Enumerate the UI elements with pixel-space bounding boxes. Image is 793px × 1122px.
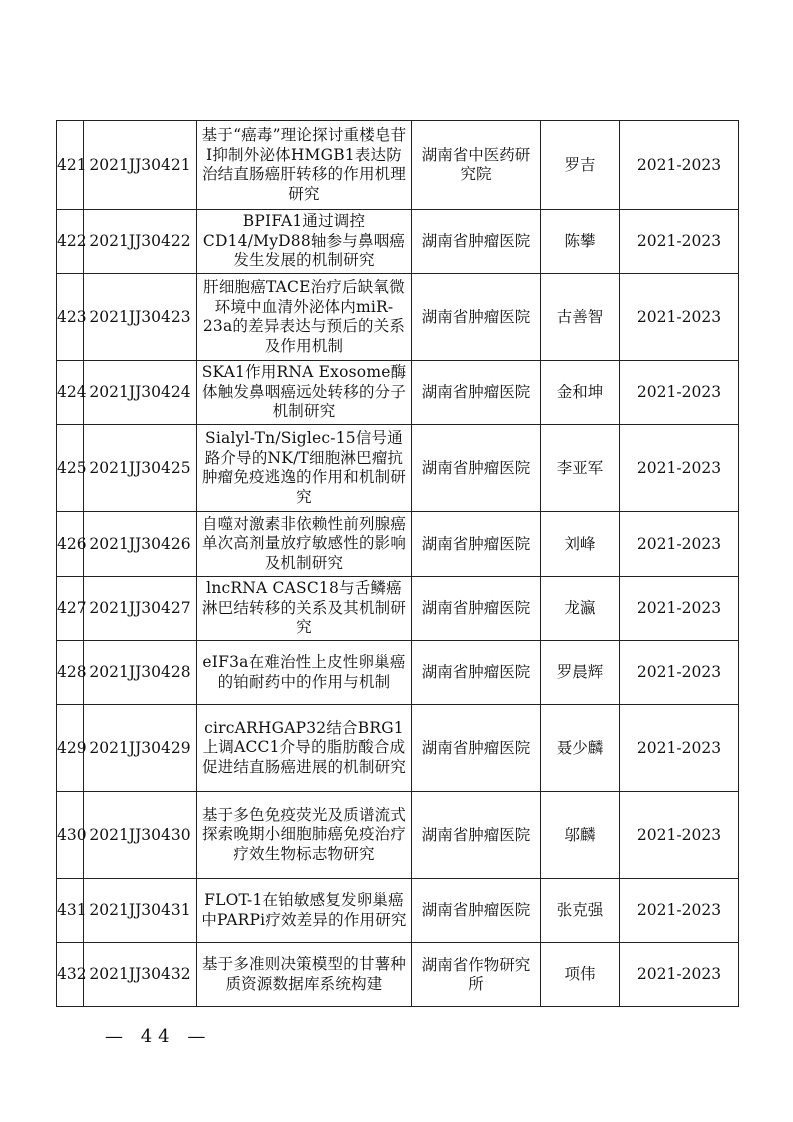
project-code: 2021JJ30423 — [84, 274, 197, 361]
row-index: 429 — [57, 705, 84, 792]
institution: 湖南省肿瘤医院 — [412, 210, 541, 274]
institution: 湖南省肿瘤医院 — [412, 512, 541, 577]
table-row — [57, 361, 739, 425]
row-index: 426 — [57, 512, 84, 577]
institution: 湖南省中医药研究院 — [412, 121, 541, 210]
project-period: 2021-2023 — [620, 943, 739, 1007]
table-row — [57, 425, 739, 512]
project-period: 2021-2023 — [620, 121, 739, 210]
principal-investigator: 项伟 — [541, 943, 620, 1007]
institution: 湖南省肿瘤医院 — [412, 641, 541, 705]
institution: 湖南省肿瘤医院 — [412, 879, 541, 943]
row-index: 424 — [57, 361, 84, 425]
project-title: circARHGAP32结合BRG1上调ACC1介导的脂肪酸合成促进结直肠癌进展的机制研究 — [197, 705, 412, 792]
institution: 湖南省肿瘤医院 — [412, 361, 541, 425]
principal-investigator: 刘峰 — [541, 512, 620, 577]
project-code: 2021JJ30430 — [84, 792, 197, 879]
institution: 湖南省肿瘤医院 — [412, 425, 541, 512]
project-period: 2021-2023 — [620, 705, 739, 792]
page-number: — 44 — — [105, 1026, 212, 1047]
principal-investigator: 张克强 — [541, 879, 620, 943]
institution: 湖南省肿瘤医院 — [412, 274, 541, 361]
project-code: 2021JJ30427 — [84, 577, 197, 641]
project-code: 2021JJ30429 — [84, 705, 197, 792]
table-row — [57, 512, 739, 577]
table-row — [57, 879, 739, 943]
institution: 湖南省作物研究所 — [412, 943, 541, 1007]
row-index: 431 — [57, 879, 84, 943]
principal-investigator: 龙瀛 — [541, 577, 620, 641]
table-row — [57, 641, 739, 705]
project-period: 2021-2023 — [620, 577, 739, 641]
table-row — [57, 121, 739, 210]
project-title: SKA1作用RNA Exosome酶体触发鼻咽癌远处转移的分子机制研究 — [197, 361, 412, 425]
project-table — [56, 120, 739, 1007]
project-code: 2021JJ30421 — [84, 121, 197, 210]
table-row — [57, 792, 739, 879]
principal-investigator: 邬麟 — [541, 792, 620, 879]
principal-investigator: 陈攀 — [541, 210, 620, 274]
project-code: 2021JJ30431 — [84, 879, 197, 943]
project-code: 2021JJ30426 — [84, 512, 197, 577]
project-code: 2021JJ30432 — [84, 943, 197, 1007]
row-index: 421 — [57, 121, 84, 210]
row-index: 427 — [57, 577, 84, 641]
project-period: 2021-2023 — [620, 512, 739, 577]
project-title: lncRNA CASC18与舌鳞癌淋巴结转移的关系及其机制研究 — [197, 577, 412, 641]
row-index: 428 — [57, 641, 84, 705]
project-title: eIF3a在难治性上皮性卵巢癌的铂耐药中的作用与机制 — [197, 641, 412, 705]
project-period: 2021-2023 — [620, 879, 739, 943]
principal-investigator: 罗吉 — [541, 121, 620, 210]
project-title: 基于“癌毒”理论探讨重楼皂苷I抑制外泌体HMGB1表达防治结直肠癌肝转移的作用机理研究 — [197, 121, 412, 210]
table-row — [57, 577, 739, 641]
institution: 湖南省肿瘤医院 — [412, 792, 541, 879]
row-index: 423 — [57, 274, 84, 361]
project-code: 2021JJ30422 — [84, 210, 197, 274]
project-period: 2021-2023 — [620, 210, 739, 274]
project-period: 2021-2023 — [620, 361, 739, 425]
row-index: 430 — [57, 792, 84, 879]
project-period: 2021-2023 — [620, 274, 739, 361]
project-period: 2021-2023 — [620, 641, 739, 705]
project-title: 基于多准则决策模型的甘薯种质资源数据库系统构建 — [197, 943, 412, 1007]
project-period: 2021-2023 — [620, 425, 739, 512]
principal-investigator: 聂少麟 — [541, 705, 620, 792]
project-code: 2021JJ30425 — [84, 425, 197, 512]
table-row — [57, 943, 739, 1007]
principal-investigator: 李亚军 — [541, 425, 620, 512]
row-index: 422 — [57, 210, 84, 274]
table-row — [57, 705, 739, 792]
institution: 湖南省肿瘤医院 — [412, 705, 541, 792]
project-title: 肝细胞癌TACE治疗后缺氧微环境中血清外泌体内miR-23a的差异表达与预后的关系及作用机制 — [197, 274, 412, 361]
project-title: 自噬对激素非依赖性前列腺癌单次高剂量放疗敏感性的影响及机制研究 — [197, 512, 412, 577]
row-index: 425 — [57, 425, 84, 512]
table-row — [57, 274, 739, 361]
project-title: 基于多色免疫荧光及质谱流式探索晚期小细胞肺癌免疫治疗疗效生物标志物研究 — [197, 792, 412, 879]
project-title: BPIFA1通过调控CD14/MyD88轴参与鼻咽癌发生发展的机制研究 — [197, 210, 412, 274]
principal-investigator: 罗晨辉 — [541, 641, 620, 705]
project-title: FLOT-1在铂敏感复发卵巢癌中PARPi疗效差异的作用研究 — [197, 879, 412, 943]
project-code: 2021JJ30424 — [84, 361, 197, 425]
institution: 湖南省肿瘤医院 — [412, 577, 541, 641]
principal-investigator: 古善智 — [541, 274, 620, 361]
project-code: 2021JJ30428 — [84, 641, 197, 705]
table-row — [57, 210, 739, 274]
project-title: Sialyl-Tn/Siglec-15信号通路介导的NK/T细胞淋巴瘤抗肿瘤免疫逃逸的作用和机制研究 — [197, 425, 412, 512]
row-index: 432 — [57, 943, 84, 1007]
principal-investigator: 金和坤 — [541, 361, 620, 425]
project-period: 2021-2023 — [620, 792, 739, 879]
